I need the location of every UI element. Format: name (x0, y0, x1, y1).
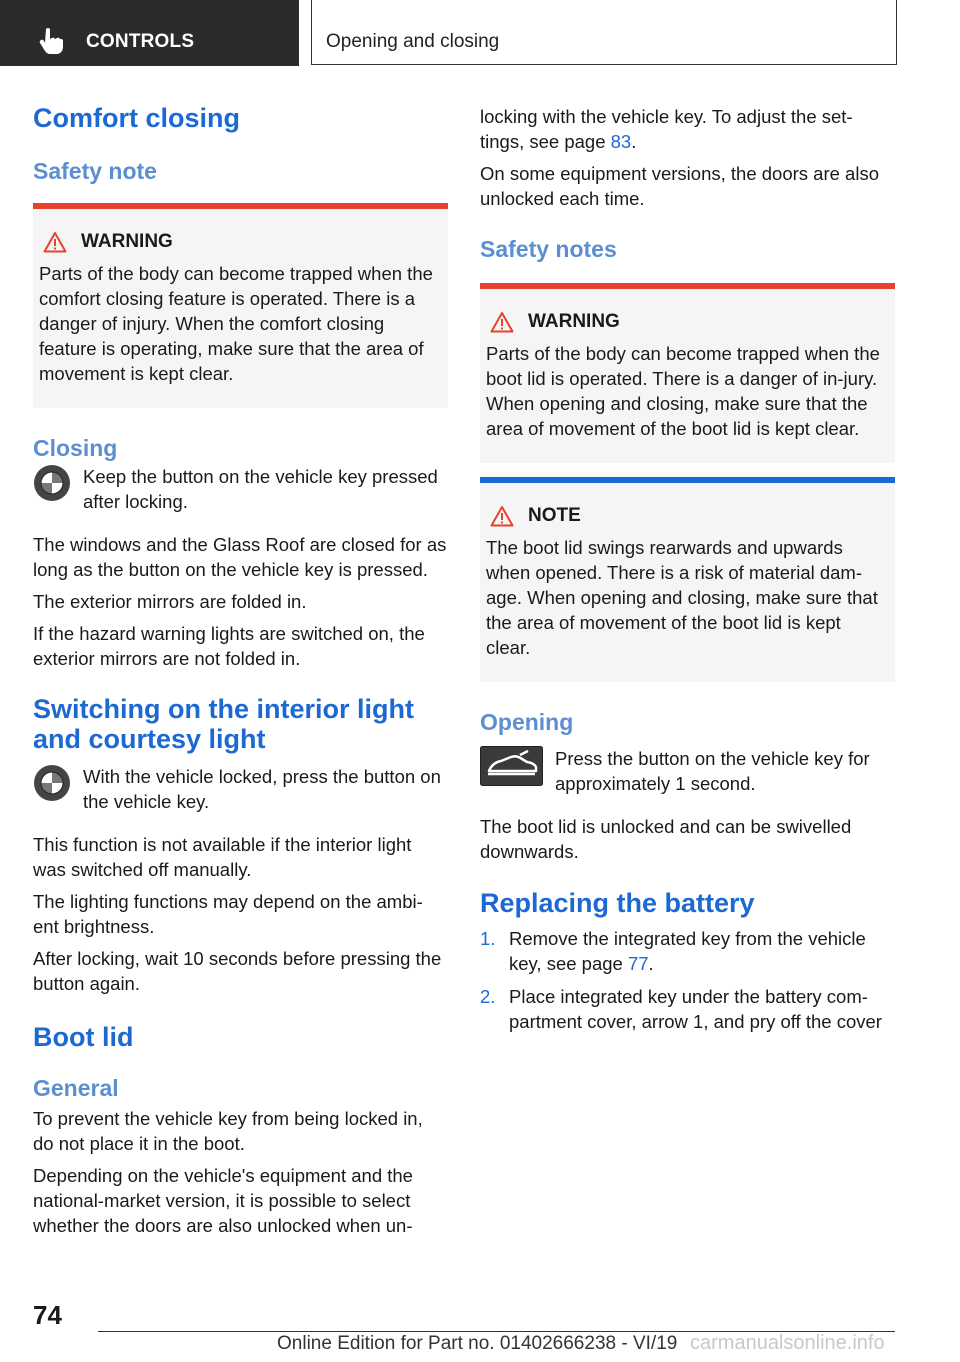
step-number: 1. (480, 928, 496, 949)
right-column (480, 104, 895, 1034)
warning-text: Parts of the body can become trapped when the boot lid is operated. There is a danger of in-jury. When opening and closing, make sure that the area of movement of the boot lid is kept clear. (486, 343, 880, 439)
warning-title: WARNING (81, 231, 173, 252)
interior-instruction (33, 764, 448, 814)
heading-opening: Opening (480, 709, 574, 735)
chapter-tab-label: CONTROLS (86, 31, 195, 52)
closing-paragraph-1: The windows and the Glass Roof are closed for as long as the button on the vehicle key is pressed. (33, 534, 447, 580)
page-header (0, 0, 960, 66)
general-paragraph-1: To prevent the vehicle key from being locked in, do not place it in the boot. (33, 1108, 423, 1154)
continued-text: locking with the vehicle key. To adjust the set-tings, see page (480, 106, 853, 152)
list-item (480, 984, 895, 1034)
closing-icon-text: Keep the button on the vehicle key pressed after locking. (83, 466, 438, 512)
section-tab (311, 0, 897, 65)
page-link-83[interactable]: 83 (610, 131, 632, 152)
heading-boot-lid: Boot lid (33, 1022, 134, 1052)
interior-icon-text: With the vehicle locked, press the button on the vehicle key. (83, 766, 441, 812)
bmw-logo-button-icon (33, 764, 71, 802)
closing-instruction (33, 464, 448, 514)
opening-paragraph: The boot lid is unlocked and can be swivelled downwards. (480, 816, 852, 862)
continued-text-end: . (631, 131, 637, 152)
interior-paragraph-3: After locking, wait 10 seconds before pressing the button again. (33, 948, 442, 994)
left-column (33, 100, 448, 1238)
watermark: carmanualsonline.info (690, 1332, 885, 1354)
warning-triangle-icon (43, 231, 67, 253)
step-text-end: . (648, 953, 654, 974)
bmw-logo-button-icon (33, 464, 71, 502)
warning-title: WARNING (528, 311, 620, 332)
warning-box-boot (480, 283, 895, 463)
heading-general: General (33, 1075, 119, 1101)
note-title: NOTE (528, 505, 581, 526)
step-text: Place integrated key under the battery com-partment cover, arrow 1, and pry off the cover (509, 986, 882, 1032)
page-link-77[interactable]: 77 (627, 953, 649, 974)
closing-paragraph-2: The exterior mirrors are folded in. (33, 591, 307, 612)
list-item (480, 926, 895, 976)
opening-icon-text: Press the button on the vehicle key for approximately 1 second. (555, 748, 870, 794)
warning-box-comfort (33, 203, 448, 408)
equipment-paragraph: On some equipment versions, the doors are also unlocked each time. (480, 163, 879, 209)
heading-closing: Closing (33, 435, 118, 461)
closing-paragraph-3: If the hazard warning lights are switched on, the exterior mirrors are not folded in. (33, 623, 425, 669)
battery-steps (480, 926, 895, 1034)
chapter-tab (0, 0, 299, 66)
warning-text: Parts of the body can become trapped when the comfort closing feature is operated. There is a danger of injury. When the comfort closing feature is operating, make sure that the area of movement is kept clear. (39, 263, 433, 384)
step-number: 2. (480, 986, 496, 1007)
continued-paragraph (480, 104, 895, 154)
warning-triangle-icon (490, 505, 514, 527)
heading-replacing-battery: Replacing the battery (480, 888, 755, 918)
interior-paragraph-1: This function is not available if the interior light was switched off manually. (33, 834, 412, 880)
note-box-boot (480, 477, 895, 682)
step-text-main: Remove the integrated key from the vehicle key, see page (509, 928, 866, 974)
heading-safety-notes: Safety notes (480, 236, 617, 262)
warning-triangle-icon (490, 311, 514, 333)
heading-safety-note: Safety note (33, 158, 157, 184)
hand-pointer-icon (38, 27, 64, 55)
section-tab-label: Opening and closing (326, 31, 500, 52)
opening-instruction (480, 746, 895, 796)
interior-paragraph-2: The lighting functions may depend on the ambi-ent brightness. (33, 891, 423, 937)
general-paragraph-2: Depending on the vehicle's equipment and the national-market version, it is possible to select whether the doors are also unlocked when un- (33, 1165, 413, 1236)
heading-comfort-closing: Comfort closing (33, 103, 240, 133)
page-number: 74 (33, 1300, 62, 1330)
heading-interior-light: Switching on the interior light and courtesy light (33, 694, 414, 754)
edition-text: Online Edition for Part no. 01402666238 - VI/19 (277, 1333, 678, 1354)
step-text (509, 926, 895, 976)
car-boot-button-icon (480, 746, 543, 786)
note-text: The boot lid swings rearwards and upwards when opened. There is a risk of material dam-age. When opening and closing, make sure that the area of movement of the boot lid is kept clear. (486, 537, 878, 658)
